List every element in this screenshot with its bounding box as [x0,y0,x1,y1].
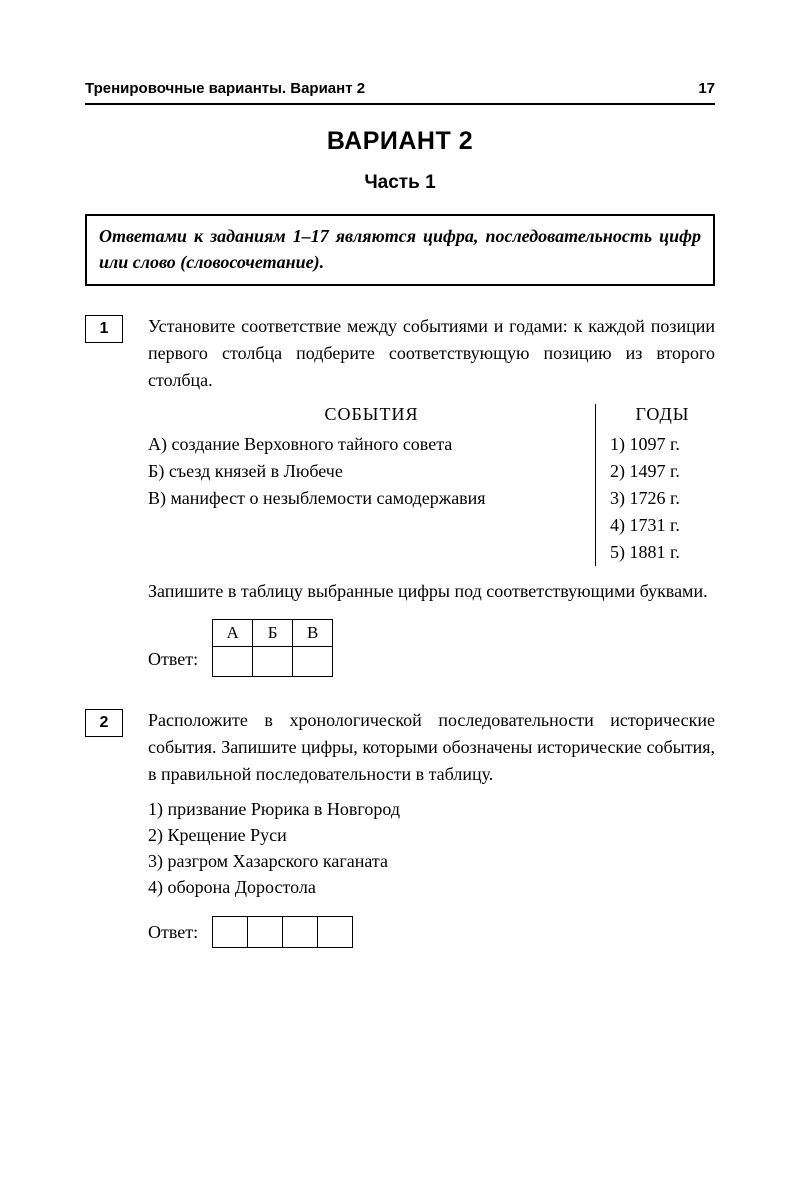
answer-table-header-row [213,620,333,647]
task-2-answer-label: Ответ: [148,921,199,942]
variant-title: ВАРИАНТ 2 [326,127,474,155]
year-option-3: 3) 1726 г. [610,488,680,508]
task-1-answer-label: Ответ: [148,649,199,669]
answer-strip-cell [283,917,318,948]
answer-strip-cell [318,917,353,948]
event-option-a: А) создание Верховного тайного совета [148,434,453,454]
answer-blank-cell [213,647,253,677]
part-title: Часть 1 [364,172,436,193]
task-2-answer-strip [212,916,353,948]
page-number: 17 [698,80,715,97]
answer-table-blank-row [213,647,333,677]
task-1-note: Запишите в таблицу выбранные цифры под соответствующими буквами. [148,581,708,601]
chrono-item-4: 4) оборона Доростола [148,877,316,897]
event-option-b: Б) съезд князей в Любече [148,461,343,481]
task-1-match-table [148,404,715,566]
task-2 [85,707,715,948]
instruction-box [85,214,715,286]
events-column [148,404,595,566]
chrono-item-1: 1) призвание Рюрика в Новгород [148,799,400,819]
chrono-item-3: 3) разгром Хазарского каганата [148,851,388,871]
events-header: СОБЫТИЯ [324,404,419,424]
task-2-event-list [148,796,715,900]
answer-strip-row [213,917,353,948]
task-2-text: Расположите в хронологической последовательности исторические события. Запишите цифры, которыми обозначены исторические события, в правильной последовательности в таблицу. [148,710,715,784]
event-option-v: В) манифест о незыблемости самодержавия [148,488,486,508]
years-column [595,404,715,566]
task-2-answer-row [148,916,715,948]
task-1-text: Установите соответствие между событиями и годами: к каждой позиции первого столбца подберите соответствующую позицию из второго столбца. [148,316,715,390]
year-option-1: 1) 1097 г. [610,434,680,454]
task-1 [85,313,715,677]
years-header: ГОДЫ [635,404,690,424]
answer-header-cell-v: В [293,620,333,647]
task-1-answer-row [148,619,715,677]
task-2-body [148,707,715,948]
running-header-title: Тренировочные варианты. Вариант 2 [85,80,366,97]
year-option-2: 2) 1497 г. [610,461,680,481]
answer-blank-cell [253,647,293,677]
answer-strip-cell [248,917,283,948]
task-1-answer-table [212,619,333,677]
answer-strip-cell [213,917,248,948]
instruction-text: Ответами к заданиям 1–17 являются цифра, последовательность цифр или слово (словосочетание). [99,226,701,272]
year-option-4: 4) 1731 г. [610,515,680,535]
answer-header-cell-a: А [213,620,253,647]
task-1-number-box: 1 [85,315,123,343]
year-option-5: 5) 1881 г. [610,542,680,562]
answer-header-cell-b: Б [253,620,293,647]
task-2-number-box: 2 [85,709,123,737]
answer-blank-cell [293,647,333,677]
running-header [85,80,715,105]
task-1-body [148,313,715,677]
chrono-item-2: 2) Крещение Руси [148,825,287,845]
